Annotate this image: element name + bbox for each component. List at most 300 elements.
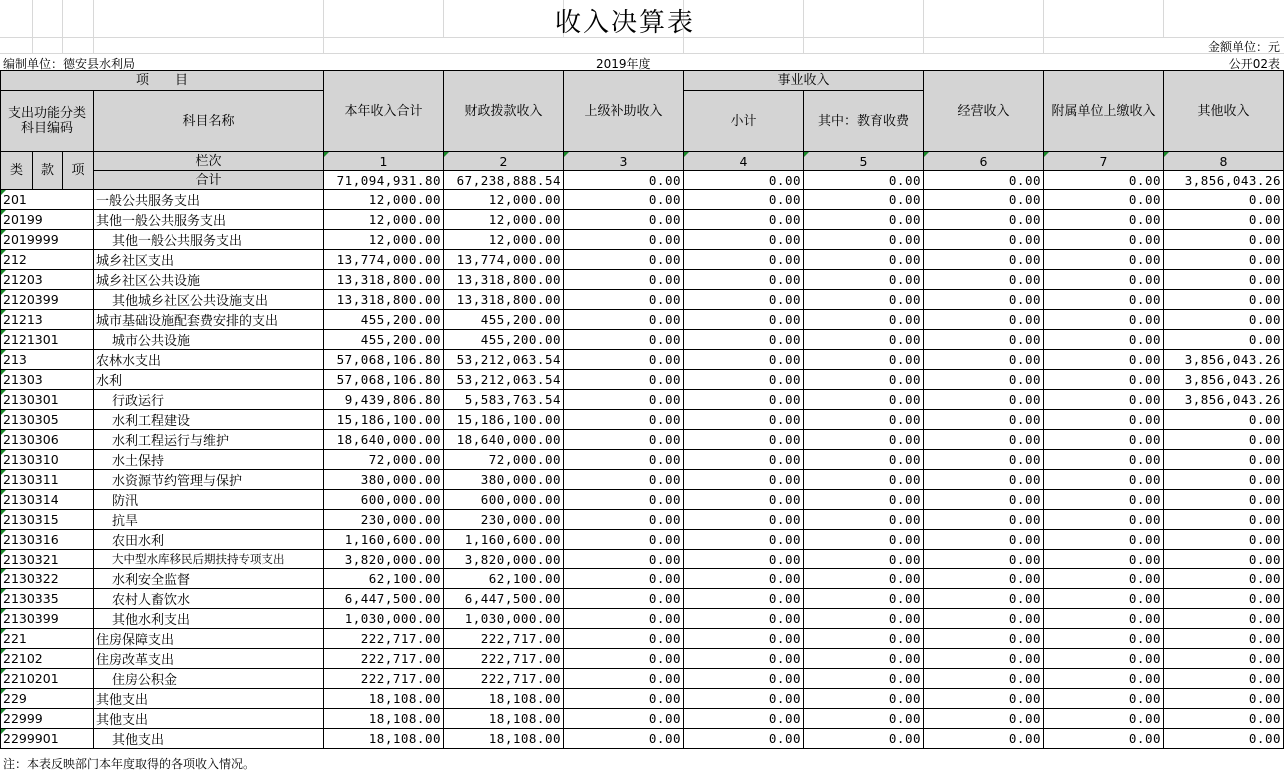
row-amount-cell[interactable]: 0.00 bbox=[684, 390, 804, 410]
row-amount-cell[interactable]: 0.00 bbox=[1044, 689, 1164, 709]
row-amount-cell[interactable]: 0.00 bbox=[924, 729, 1044, 749]
table-row bbox=[1, 490, 1284, 510]
row-amount-cell[interactable]: 230,000.00 bbox=[444, 510, 564, 530]
table-row bbox=[1, 390, 1284, 410]
row-amount-cell[interactable]: 0.00 bbox=[924, 370, 1044, 390]
row-amount-cell[interactable]: 222,717.00 bbox=[444, 629, 564, 649]
row-amount-cell[interactable]: 0.00 bbox=[1044, 430, 1164, 450]
row-amount-cell[interactable]: 0.00 bbox=[804, 350, 924, 370]
row-amount-cell[interactable]: 0.00 bbox=[1044, 709, 1164, 729]
row-amount-cell[interactable]: 0.00 bbox=[1164, 210, 1284, 230]
row-amount-cell[interactable]: 0.00 bbox=[924, 609, 1044, 629]
row-amount-cell[interactable]: 0.00 bbox=[804, 230, 924, 250]
row-amount-cell[interactable]: 0.00 bbox=[804, 190, 924, 210]
row-code[interactable]: 213 bbox=[1, 350, 94, 370]
row-amount-cell[interactable]: 0.00 bbox=[564, 350, 684, 370]
row-code[interactable]: 2130301 bbox=[1, 390, 94, 410]
row-amount-cell[interactable]: 18,108.00 bbox=[444, 729, 564, 749]
row-amount-cell[interactable]: 0.00 bbox=[1164, 510, 1284, 530]
row-amount-cell[interactable]: 0.00 bbox=[924, 310, 1044, 330]
total-cell[interactable]: 0.00 bbox=[804, 171, 924, 190]
row-amount-cell[interactable]: 380,000.00 bbox=[444, 470, 564, 490]
row-amount-cell[interactable]: 53,212,063.54 bbox=[444, 370, 564, 390]
row-amount-cell[interactable]: 0.00 bbox=[1044, 210, 1164, 230]
row-amount-cell[interactable]: 0.00 bbox=[924, 669, 1044, 689]
row-amount-cell[interactable]: 0.00 bbox=[1044, 290, 1164, 310]
row-amount-cell[interactable]: 0.00 bbox=[1164, 550, 1284, 569]
row-amount-cell[interactable]: 0.00 bbox=[684, 550, 804, 569]
row-code[interactable]: 21303 bbox=[1, 370, 94, 390]
row-amount-cell[interactable]: 0.00 bbox=[684, 210, 804, 230]
table-row bbox=[1, 330, 1284, 350]
row-amount-cell[interactable]: 0.00 bbox=[924, 290, 1044, 310]
row-amount-cell[interactable]: 0.00 bbox=[564, 210, 684, 230]
row-code[interactable]: 2130315 bbox=[1, 510, 94, 530]
row-code[interactable]: 2121301 bbox=[1, 330, 94, 350]
row-amount-cell[interactable]: 1,160,600.00 bbox=[324, 530, 444, 550]
row-amount-cell[interactable]: 12,000.00 bbox=[324, 230, 444, 250]
row-amount-cell[interactable]: 18,108.00 bbox=[444, 689, 564, 709]
row-amount-cell[interactable]: 0.00 bbox=[684, 530, 804, 550]
row-amount-cell[interactable]: 1,160,600.00 bbox=[444, 530, 564, 550]
row-amount-cell[interactable]: 18,108.00 bbox=[324, 709, 444, 729]
row-amount-cell[interactable]: 0.00 bbox=[804, 470, 924, 490]
row-amount-cell[interactable]: 0.00 bbox=[684, 410, 804, 430]
row-amount-cell[interactable]: 0.00 bbox=[564, 569, 684, 589]
row-amount-cell[interactable]: 72,000.00 bbox=[324, 450, 444, 470]
row-subject-name[interactable]: 其他支出 bbox=[94, 709, 324, 729]
row-amount-cell[interactable]: 0.00 bbox=[804, 709, 924, 729]
row-amount-cell[interactable]: 0.00 bbox=[564, 669, 684, 689]
row-amount-cell[interactable]: 15,186,100.00 bbox=[444, 410, 564, 430]
row-subject-name[interactable]: 农村人畜饮水 bbox=[94, 589, 324, 609]
row-amount-cell[interactable]: 0.00 bbox=[804, 390, 924, 410]
row-amount-cell[interactable]: 0.00 bbox=[1164, 270, 1284, 290]
row-amount-cell[interactable]: 0.00 bbox=[1044, 589, 1164, 609]
row-amount-cell[interactable]: 13,774,000.00 bbox=[444, 250, 564, 270]
row-subject-name[interactable]: 一般公共服务支出 bbox=[94, 190, 324, 210]
row-amount-cell[interactable]: 0.00 bbox=[1044, 370, 1164, 390]
row-amount-cell[interactable]: 0.00 bbox=[804, 450, 924, 470]
row-amount-cell[interactable]: 18,640,000.00 bbox=[324, 430, 444, 450]
row-code[interactable]: 2130322 bbox=[1, 569, 94, 589]
row-amount-cell[interactable]: 0.00 bbox=[804, 410, 924, 430]
total-cell[interactable]: 71,094,931.80 bbox=[324, 171, 444, 190]
row-amount-cell[interactable]: 0.00 bbox=[804, 589, 924, 609]
row-code[interactable]: 2130314 bbox=[1, 490, 94, 510]
row-subject-name[interactable]: 防汛 bbox=[94, 490, 324, 510]
row-amount-cell[interactable]: 0.00 bbox=[1164, 689, 1284, 709]
row-amount-cell[interactable]: 0.00 bbox=[804, 250, 924, 270]
row-amount-cell[interactable]: 9,439,806.80 bbox=[324, 390, 444, 410]
row-amount-cell[interactable]: 0.00 bbox=[804, 370, 924, 390]
row-amount-cell[interactable]: 0.00 bbox=[924, 689, 1044, 709]
row-subject-name[interactable]: 其他支出 bbox=[94, 729, 324, 749]
row-amount-cell[interactable]: 6,447,500.00 bbox=[324, 589, 444, 609]
row-subject-name[interactable]: 其他城乡社区公共设施支出 bbox=[94, 290, 324, 310]
row-amount-cell[interactable]: 0.00 bbox=[564, 190, 684, 210]
row-code[interactable]: 22999 bbox=[1, 709, 94, 729]
row-amount-cell[interactable]: 62,100.00 bbox=[324, 569, 444, 589]
row-amount-cell[interactable]: 0.00 bbox=[804, 430, 924, 450]
table-row bbox=[1, 729, 1284, 749]
row-amount-cell[interactable]: 0.00 bbox=[1164, 450, 1284, 470]
row-code[interactable]: 2299901 bbox=[1, 729, 94, 749]
row-amount-cell[interactable]: 72,000.00 bbox=[444, 450, 564, 470]
row-amount-cell[interactable]: 0.00 bbox=[1044, 470, 1164, 490]
row-code[interactable]: 201 bbox=[1, 190, 94, 210]
row-code[interactable]: 2130311 bbox=[1, 470, 94, 490]
row-amount-cell[interactable]: 0.00 bbox=[804, 330, 924, 350]
row-code[interactable]: 2210201 bbox=[1, 669, 94, 689]
total-cell[interactable]: 0.00 bbox=[924, 171, 1044, 190]
row-amount-cell[interactable]: 0.00 bbox=[564, 550, 684, 569]
row-amount-cell[interactable]: 13,318,800.00 bbox=[324, 270, 444, 290]
row-amount-cell[interactable]: 0.00 bbox=[1044, 530, 1164, 550]
header-superior: 上级补助收入 bbox=[564, 71, 684, 152]
row-amount-cell[interactable]: 0.00 bbox=[1044, 450, 1164, 470]
row-amount-cell[interactable]: 0.00 bbox=[804, 669, 924, 689]
row-amount-cell[interactable]: 0.00 bbox=[564, 310, 684, 330]
row-amount-cell[interactable]: 12,000.00 bbox=[444, 230, 564, 250]
row-amount-cell[interactable]: 53,212,063.54 bbox=[444, 350, 564, 370]
row-amount-cell[interactable]: 0.00 bbox=[564, 330, 684, 350]
row-amount-cell[interactable]: 0.00 bbox=[684, 629, 804, 649]
row-amount-cell[interactable]: 222,717.00 bbox=[324, 629, 444, 649]
row-amount-cell[interactable]: 0.00 bbox=[1044, 550, 1164, 569]
row-amount-cell[interactable]: 0.00 bbox=[1164, 470, 1284, 490]
row-amount-cell[interactable]: 0.00 bbox=[804, 510, 924, 530]
total-cell[interactable]: 0.00 bbox=[564, 171, 684, 190]
row-amount-cell[interactable]: 380,000.00 bbox=[324, 470, 444, 490]
row-amount-cell[interactable]: 0.00 bbox=[804, 550, 924, 569]
row-amount-cell[interactable]: 0.00 bbox=[1164, 330, 1284, 350]
row-amount-cell[interactable]: 0.00 bbox=[924, 330, 1044, 350]
row-amount-cell[interactable]: 0.00 bbox=[924, 569, 1044, 589]
header-other: 其他收入 bbox=[1164, 71, 1284, 152]
total-cell[interactable]: 67,238,888.54 bbox=[444, 171, 564, 190]
row-amount-cell[interactable]: 13,318,800.00 bbox=[324, 290, 444, 310]
row-amount-cell[interactable]: 0.00 bbox=[564, 490, 684, 510]
row-amount-cell[interactable]: 0.00 bbox=[1164, 609, 1284, 629]
row-subject-name[interactable]: 城市公共设施 bbox=[94, 330, 324, 350]
row-amount-cell[interactable]: 0.00 bbox=[684, 290, 804, 310]
row-amount-cell[interactable]: 0.00 bbox=[684, 609, 804, 629]
row-amount-cell[interactable]: 0.00 bbox=[1044, 569, 1164, 589]
page-title: 收入决算表 bbox=[554, 8, 695, 38]
row-amount-cell[interactable]: 0.00 bbox=[924, 470, 1044, 490]
row-subject-name[interactable]: 其他一般公共服务支出 bbox=[94, 230, 324, 250]
row-amount-cell[interactable]: 62,100.00 bbox=[444, 569, 564, 589]
row-amount-cell[interactable]: 0.00 bbox=[684, 350, 804, 370]
row-amount-cell[interactable]: 0.00 bbox=[924, 190, 1044, 210]
row-amount-cell[interactable]: 57,068,106.80 bbox=[324, 350, 444, 370]
row-amount-cell[interactable]: 0.00 bbox=[564, 390, 684, 410]
row-amount-cell[interactable]: 0.00 bbox=[564, 470, 684, 490]
row-code[interactable]: 2130310 bbox=[1, 450, 94, 470]
row-amount-cell[interactable]: 0.00 bbox=[564, 629, 684, 649]
row-amount-cell[interactable]: 0.00 bbox=[564, 250, 684, 270]
row-amount-cell[interactable]: 0.00 bbox=[564, 370, 684, 390]
row-amount-cell[interactable]: 0.00 bbox=[564, 709, 684, 729]
row-subject-name[interactable]: 住房改革支出 bbox=[94, 649, 324, 669]
row-amount-cell[interactable]: 0.00 bbox=[1164, 190, 1284, 210]
row-amount-cell[interactable]: 0.00 bbox=[1044, 510, 1164, 530]
row-amount-cell[interactable]: 0.00 bbox=[804, 290, 924, 310]
row-amount-cell[interactable]: 230,000.00 bbox=[324, 510, 444, 530]
total-cell[interactable]: 0.00 bbox=[684, 171, 804, 190]
row-amount-cell[interactable]: 0.00 bbox=[1044, 390, 1164, 410]
row-amount-cell[interactable]: 0.00 bbox=[1044, 609, 1164, 629]
row-subject-name[interactable]: 城乡社区支出 bbox=[94, 250, 324, 270]
row-amount-cell[interactable]: 0.00 bbox=[1044, 629, 1164, 649]
row-subject-name[interactable]: 城市基础设施配套费安排的支出 bbox=[94, 310, 324, 330]
row-code[interactable]: 22102 bbox=[1, 649, 94, 669]
row-code[interactable]: 21203 bbox=[1, 270, 94, 290]
row-amount-cell[interactable]: 0.00 bbox=[924, 410, 1044, 430]
row-amount-cell[interactable]: 0.00 bbox=[684, 729, 804, 749]
row-subject-name[interactable]: 水利工程建设 bbox=[94, 410, 324, 430]
row-amount-cell[interactable]: 0.00 bbox=[804, 729, 924, 749]
row-amount-cell[interactable]: 0.00 bbox=[1164, 430, 1284, 450]
row-amount-cell[interactable]: 0.00 bbox=[1044, 250, 1164, 270]
row-amount-cell[interactable]: 18,108.00 bbox=[324, 729, 444, 749]
row-amount-cell[interactable]: 0.00 bbox=[564, 729, 684, 749]
row-amount-cell[interactable]: 222,717.00 bbox=[324, 649, 444, 669]
row-amount-cell[interactable]: 0.00 bbox=[924, 550, 1044, 569]
row-amount-cell[interactable]: 0.00 bbox=[1044, 649, 1164, 669]
row-amount-cell[interactable]: 3,856,043.26 bbox=[1164, 390, 1284, 410]
row-amount-cell[interactable]: 18,108.00 bbox=[324, 689, 444, 709]
row-amount-cell[interactable]: 12,000.00 bbox=[444, 210, 564, 230]
row-code[interactable]: 2130321 bbox=[1, 550, 94, 569]
row-amount-cell[interactable]: 222,717.00 bbox=[444, 649, 564, 669]
row-subject-name[interactable]: 农林水支出 bbox=[94, 350, 324, 370]
row-code[interactable]: 21213 bbox=[1, 310, 94, 330]
row-amount-cell[interactable]: 0.00 bbox=[1044, 270, 1164, 290]
row-amount-cell[interactable]: 0.00 bbox=[1164, 490, 1284, 510]
row-amount-cell[interactable]: 18,640,000.00 bbox=[444, 430, 564, 450]
row-amount-cell[interactable]: 0.00 bbox=[684, 270, 804, 290]
row-amount-cell[interactable]: 0.00 bbox=[1044, 669, 1164, 689]
row-amount-cell[interactable]: 3,820,000.00 bbox=[444, 550, 564, 569]
row-code[interactable]: 2130305 bbox=[1, 410, 94, 430]
row-amount-cell[interactable]: 0.00 bbox=[804, 689, 924, 709]
row-amount-cell[interactable]: 0.00 bbox=[564, 589, 684, 609]
row-amount-cell[interactable]: 0.00 bbox=[1164, 729, 1284, 749]
row-amount-cell[interactable]: 0.00 bbox=[924, 629, 1044, 649]
row-amount-cell[interactable]: 0.00 bbox=[684, 689, 804, 709]
row-subject-name[interactable]: 水利工程运行与维护 bbox=[94, 430, 324, 450]
row-amount-cell[interactable]: 0.00 bbox=[564, 689, 684, 709]
row-amount-cell[interactable]: 0.00 bbox=[1044, 729, 1164, 749]
row-amount-cell[interactable]: 3,856,043.26 bbox=[1164, 370, 1284, 390]
row-amount-cell[interactable]: 0.00 bbox=[684, 589, 804, 609]
row-amount-cell[interactable]: 0.00 bbox=[684, 250, 804, 270]
row-amount-cell[interactable]: 0.00 bbox=[1164, 569, 1284, 589]
row-amount-cell[interactable]: 0.00 bbox=[804, 569, 924, 589]
row-amount-cell[interactable]: 0.00 bbox=[1044, 350, 1164, 370]
row-amount-cell[interactable]: 5,583,763.54 bbox=[444, 390, 564, 410]
row-amount-cell[interactable]: 57,068,106.80 bbox=[324, 370, 444, 390]
row-amount-cell[interactable]: 0.00 bbox=[1164, 530, 1284, 550]
row-code[interactable]: 229 bbox=[1, 689, 94, 709]
row-amount-cell[interactable]: 0.00 bbox=[924, 430, 1044, 450]
row-amount-cell[interactable]: 0.00 bbox=[1164, 290, 1284, 310]
row-code[interactable]: 2130306 bbox=[1, 430, 94, 450]
row-amount-cell[interactable]: 13,774,000.00 bbox=[324, 250, 444, 270]
row-amount-cell[interactable]: 455,200.00 bbox=[324, 310, 444, 330]
row-amount-cell[interactable]: 0.00 bbox=[564, 450, 684, 470]
row-code[interactable]: 212 bbox=[1, 250, 94, 270]
row-code[interactable]: 20199 bbox=[1, 210, 94, 230]
row-amount-cell[interactable]: 0.00 bbox=[1044, 230, 1164, 250]
row-amount-cell[interactable]: 0.00 bbox=[924, 270, 1044, 290]
row-amount-cell[interactable]: 0.00 bbox=[684, 709, 804, 729]
row-amount-cell[interactable]: 0.00 bbox=[924, 530, 1044, 550]
row-amount-cell[interactable]: 0.00 bbox=[564, 609, 684, 629]
row-subject-name[interactable]: 水资源节约管理与保护 bbox=[94, 470, 324, 490]
row-amount-cell[interactable]: 13,318,800.00 bbox=[444, 290, 564, 310]
row-amount-cell[interactable]: 0.00 bbox=[684, 450, 804, 470]
row-subject-name[interactable]: 水利安全监督 bbox=[94, 569, 324, 589]
row-amount-cell[interactable]: 0.00 bbox=[1044, 330, 1164, 350]
row-amount-cell[interactable]: 0.00 bbox=[684, 230, 804, 250]
row-subject-name[interactable]: 其他支出 bbox=[94, 689, 324, 709]
row-code[interactable]: 2019999 bbox=[1, 230, 94, 250]
row-code[interactable]: 2130335 bbox=[1, 589, 94, 609]
amount-unit: 金额单位：元 bbox=[1207, 40, 1280, 54]
row-amount-cell[interactable]: 0.00 bbox=[1164, 410, 1284, 430]
row-amount-cell[interactable]: 0.00 bbox=[924, 350, 1044, 370]
row-amount-cell[interactable]: 0.00 bbox=[684, 370, 804, 390]
row-subject-name[interactable]: 住房保障支出 bbox=[94, 629, 324, 649]
row-amount-cell[interactable]: 0.00 bbox=[924, 490, 1044, 510]
row-subject-name[interactable]: 水利 bbox=[94, 370, 324, 390]
row-amount-cell[interactable]: 12,000.00 bbox=[324, 190, 444, 210]
row-amount-cell[interactable]: 0.00 bbox=[804, 649, 924, 669]
row-amount-cell[interactable]: 0.00 bbox=[804, 490, 924, 510]
row-amount-cell[interactable]: 0.00 bbox=[924, 210, 1044, 230]
row-amount-cell[interactable]: 600,000.00 bbox=[324, 490, 444, 510]
row-amount-cell[interactable]: 1,030,000.00 bbox=[324, 609, 444, 629]
total-cell[interactable]: 3,856,043.26 bbox=[1164, 171, 1284, 190]
row-amount-cell[interactable]: 0.00 bbox=[684, 569, 804, 589]
row-amount-cell[interactable]: 0.00 bbox=[1164, 649, 1284, 669]
row-amount-cell[interactable]: 0.00 bbox=[1044, 310, 1164, 330]
row-subject-name[interactable]: 其他一般公共服务支出 bbox=[94, 210, 324, 230]
row-amount-cell[interactable]: 12,000.00 bbox=[444, 190, 564, 210]
row-amount-cell[interactable]: 0.00 bbox=[564, 649, 684, 669]
row-amount-cell[interactable]: 0.00 bbox=[1164, 250, 1284, 270]
row-amount-cell[interactable]: 0.00 bbox=[684, 190, 804, 210]
row-amount-cell[interactable]: 0.00 bbox=[564, 270, 684, 290]
row-amount-cell[interactable]: 0.00 bbox=[564, 430, 684, 450]
row-subject-name[interactable]: 其他水利支出 bbox=[94, 609, 324, 629]
row-amount-cell[interactable]: 0.00 bbox=[1164, 310, 1284, 330]
row-amount-cell[interactable]: 0.00 bbox=[924, 230, 1044, 250]
row-amount-cell[interactable]: 1,030,000.00 bbox=[444, 609, 564, 629]
row-amount-cell[interactable]: 0.00 bbox=[924, 709, 1044, 729]
row-amount-cell[interactable]: 0.00 bbox=[924, 450, 1044, 470]
row-amount-cell[interactable]: 13,318,800.00 bbox=[444, 270, 564, 290]
row-subject-name[interactable]: 水土保持 bbox=[94, 450, 324, 470]
table-row bbox=[1, 210, 1284, 230]
row-amount-cell[interactable]: 12,000.00 bbox=[324, 210, 444, 230]
row-amount-cell[interactable]: 6,447,500.00 bbox=[444, 589, 564, 609]
row-amount-cell[interactable]: 0.00 bbox=[564, 230, 684, 250]
row-amount-cell[interactable]: 3,820,000.00 bbox=[324, 550, 444, 569]
row-amount-cell[interactable]: 0.00 bbox=[924, 589, 1044, 609]
row-amount-cell[interactable]: 222,717.00 bbox=[444, 669, 564, 689]
row-amount-cell[interactable]: 0.00 bbox=[564, 530, 684, 550]
row-amount-cell[interactable]: 0.00 bbox=[684, 649, 804, 669]
row-amount-cell[interactable]: 0.00 bbox=[804, 210, 924, 230]
row-amount-cell[interactable]: 0.00 bbox=[1164, 669, 1284, 689]
row-amount-cell[interactable]: 0.00 bbox=[684, 430, 804, 450]
row-amount-cell[interactable]: 0.00 bbox=[924, 390, 1044, 410]
row-subject-name[interactable]: 行政运行 bbox=[94, 390, 324, 410]
row-amount-cell[interactable]: 455,200.00 bbox=[324, 330, 444, 350]
row-amount-cell[interactable]: 0.00 bbox=[564, 410, 684, 430]
row-subject-name[interactable]: 城乡社区公共设施 bbox=[94, 270, 324, 290]
row-amount-cell[interactable]: 0.00 bbox=[684, 490, 804, 510]
row-amount-cell[interactable]: 0.00 bbox=[1044, 410, 1164, 430]
row-code[interactable]: 2130316 bbox=[1, 530, 94, 550]
row-amount-cell[interactable]: 455,200.00 bbox=[444, 330, 564, 350]
row-amount-cell[interactable]: 0.00 bbox=[804, 270, 924, 290]
row-amount-cell[interactable]: 455,200.00 bbox=[444, 310, 564, 330]
row-amount-cell[interactable]: 0.00 bbox=[924, 250, 1044, 270]
fiscal-year: 2019年度 bbox=[596, 57, 651, 71]
row-code[interactable]: 2130399 bbox=[1, 609, 94, 629]
col-index-5: 5 bbox=[804, 152, 924, 171]
row-amount-cell[interactable]: 0.00 bbox=[924, 510, 1044, 530]
row-subject-name[interactable]: 大中型水库移民后期扶持专项支出 bbox=[94, 550, 324, 569]
row-amount-cell[interactable]: 3,856,043.26 bbox=[1164, 350, 1284, 370]
row-code[interactable]: 221 bbox=[1, 629, 94, 649]
row-amount-cell[interactable]: 15,186,100.00 bbox=[324, 410, 444, 430]
row-amount-cell[interactable]: 0.00 bbox=[1164, 589, 1284, 609]
row-amount-cell[interactable]: 0.00 bbox=[804, 609, 924, 629]
row-subject-name[interactable]: 住房公积金 bbox=[94, 669, 324, 689]
row-amount-cell[interactable]: 0.00 bbox=[1044, 190, 1164, 210]
row-subject-name[interactable]: 农田水利 bbox=[94, 530, 324, 550]
row-amount-cell[interactable]: 0.00 bbox=[1164, 629, 1284, 649]
row-amount-cell[interactable]: 0.00 bbox=[804, 530, 924, 550]
income-table bbox=[0, 70, 1284, 749]
row-amount-cell[interactable]: 0.00 bbox=[804, 629, 924, 649]
row-code[interactable]: 2120399 bbox=[1, 290, 94, 310]
total-cell[interactable]: 0.00 bbox=[1044, 171, 1164, 190]
row-amount-cell[interactable]: 0.00 bbox=[564, 510, 684, 530]
row-amount-cell[interactable]: 0.00 bbox=[684, 510, 804, 530]
row-amount-cell[interactable]: 0.00 bbox=[804, 310, 924, 330]
row-amount-cell[interactable]: 222,717.00 bbox=[324, 669, 444, 689]
row-amount-cell[interactable]: 0.00 bbox=[684, 310, 804, 330]
row-amount-cell[interactable]: 0.00 bbox=[1164, 709, 1284, 729]
row-amount-cell[interactable]: 0.00 bbox=[564, 290, 684, 310]
row-subject-name[interactable]: 抗旱 bbox=[94, 510, 324, 530]
row-amount-cell[interactable]: 0.00 bbox=[1044, 490, 1164, 510]
row-amount-cell[interactable]: 0.00 bbox=[1164, 230, 1284, 250]
row-amount-cell[interactable]: 0.00 bbox=[924, 649, 1044, 669]
row-amount-cell[interactable]: 0.00 bbox=[684, 470, 804, 490]
row-amount-cell[interactable]: 600,000.00 bbox=[444, 490, 564, 510]
row-amount-cell[interactable]: 0.00 bbox=[684, 669, 804, 689]
row-amount-cell[interactable]: 18,108.00 bbox=[444, 709, 564, 729]
row-amount-cell[interactable]: 0.00 bbox=[684, 330, 804, 350]
